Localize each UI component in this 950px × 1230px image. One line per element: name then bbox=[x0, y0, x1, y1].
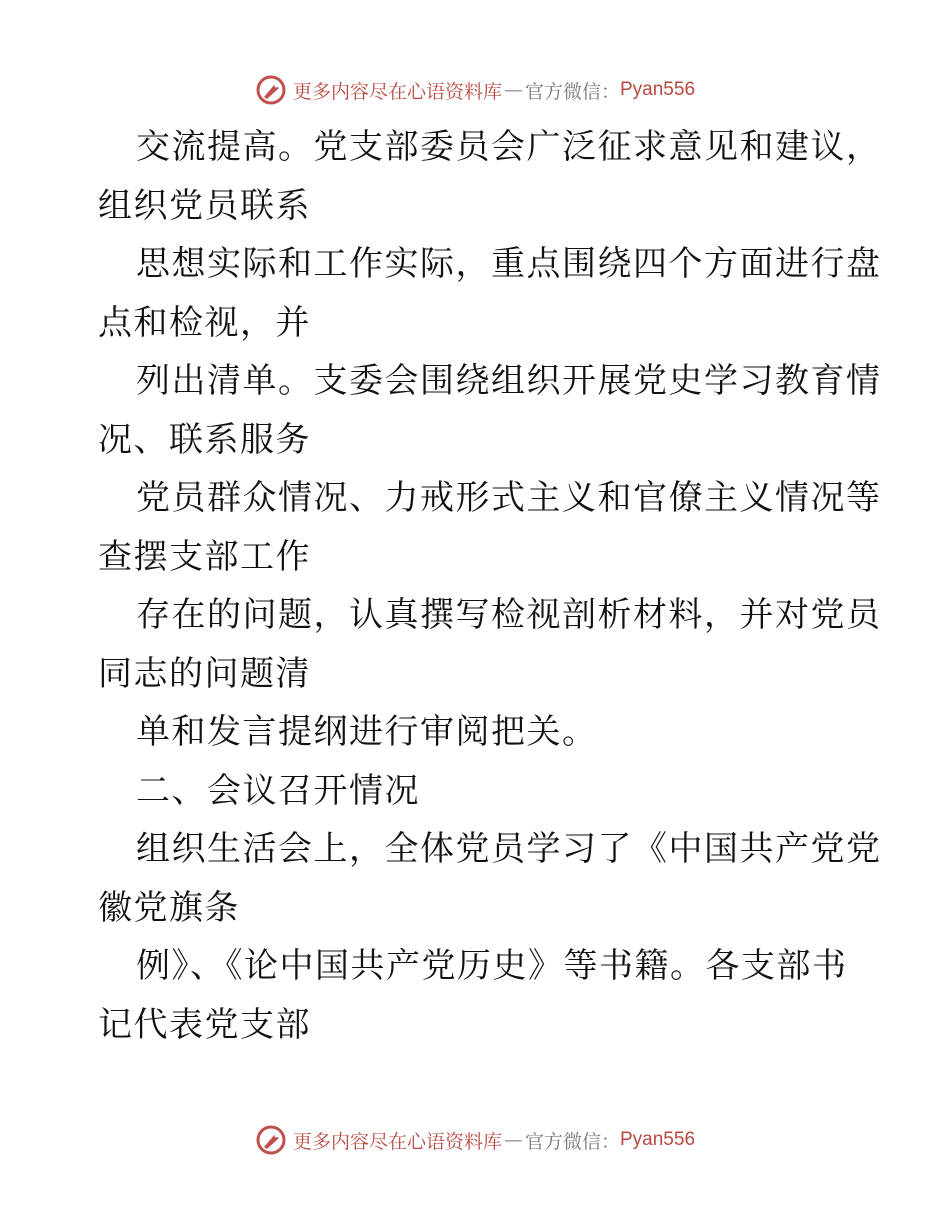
text-line: 点和检视，并 bbox=[98, 302, 311, 343]
text-line: 组织党员联系 bbox=[98, 185, 311, 226]
footer-watermark bbox=[0, 1120, 950, 1160]
text-line: 交流提高。党支部委员会广泛征求意见和建议， bbox=[136, 127, 882, 167]
text-line: 单和发言提纲进行审阅把关。 bbox=[136, 712, 598, 752]
watermark-official-label: 官方微信： bbox=[524, 1130, 620, 1153]
text-line: 况、联系服务 bbox=[98, 419, 311, 460]
text-line: 记代表党支部 bbox=[98, 1004, 311, 1045]
watermark-wechat-id: Pyan556 bbox=[620, 1129, 696, 1150]
watermark-official-label: 官方微信： bbox=[524, 80, 620, 103]
text-line: 查摆支部工作 bbox=[98, 536, 311, 577]
text-line: 同志的问题清 bbox=[98, 653, 311, 694]
header-watermark bbox=[0, 70, 950, 110]
text-line: 思想实际和工作实际，重点围绕四个方面进行盘 bbox=[136, 244, 882, 284]
text-line: 列出清单。支委会围绕组织开展党史学习教育情 bbox=[136, 361, 882, 401]
watermark-dash: — bbox=[503, 1129, 523, 1151]
watermark-wechat-id: Pyan556 bbox=[620, 79, 696, 100]
document-body bbox=[98, 118, 882, 1054]
watermark-text: 更多内容尽在心语资料库 bbox=[292, 1130, 502, 1153]
pen-nib-logo-icon bbox=[255, 1124, 287, 1156]
text-line: 组织生活会上，全体党员学习了《中国共产党党 bbox=[136, 829, 882, 869]
text-line: 徽党旗条 bbox=[98, 887, 240, 928]
pen-nib-logo-icon bbox=[255, 74, 287, 106]
text-line: 党员群众情况、力戒形式主义和官僚主义情况等 bbox=[136, 478, 882, 518]
section-heading: 二、会议召开情况 bbox=[136, 770, 420, 811]
text-line: 存在的问题，认真撰写检视剖析材料，并对党员 bbox=[136, 595, 882, 635]
watermark-dash: — bbox=[503, 79, 523, 101]
text-line: 例》、《论中国共产党历史》等书籍。各支部书 bbox=[136, 946, 848, 986]
watermark-text: 更多内容尽在心语资料库 bbox=[292, 80, 502, 103]
